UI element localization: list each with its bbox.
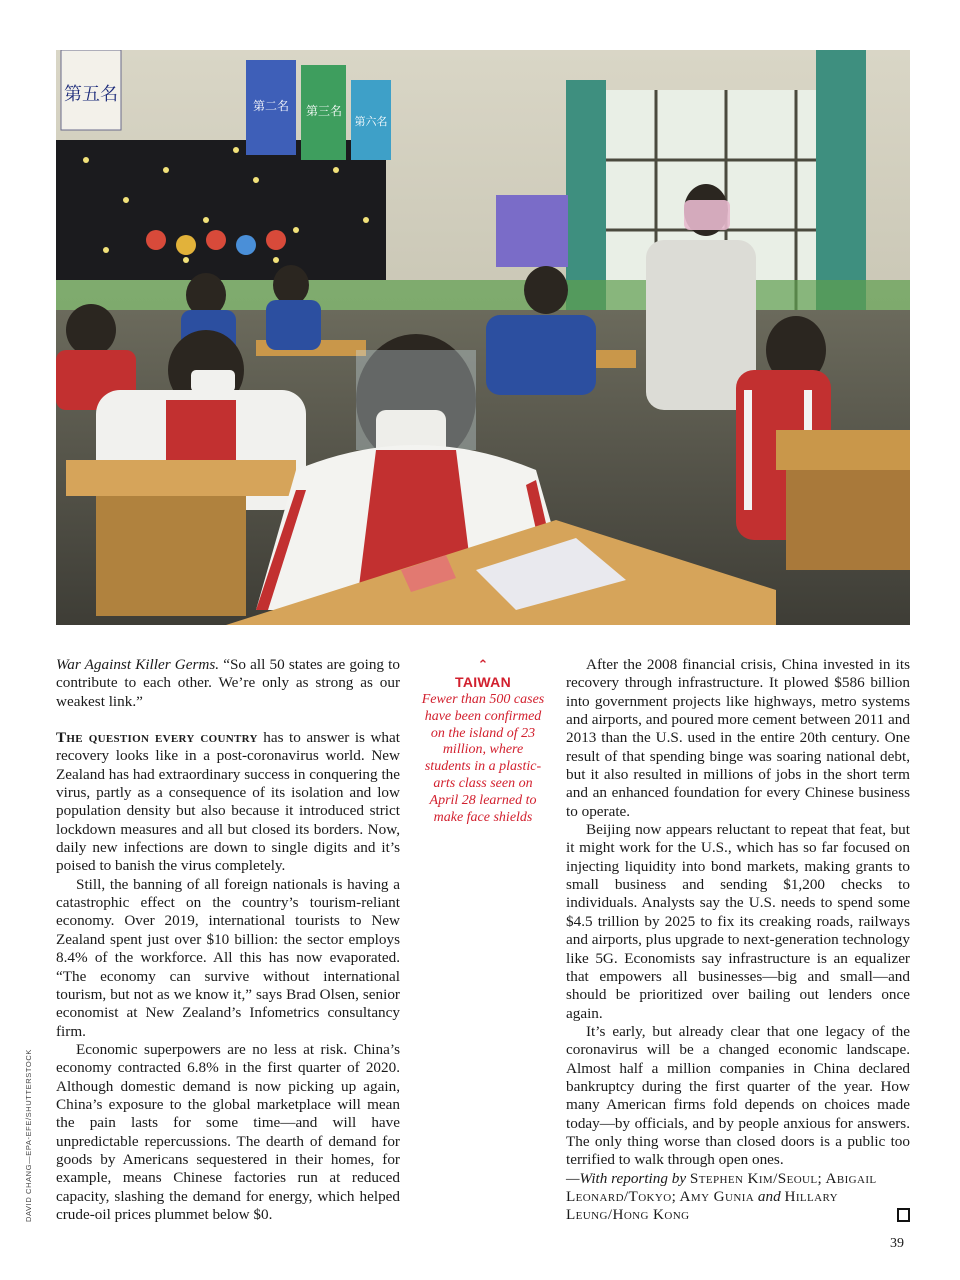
banner-text-2: 第二名	[252, 99, 290, 113]
section-lead-in: The question every country	[56, 729, 258, 747]
left-paragraph-2-text: has to answer is what recovery looks like in a post-coronavirus world. New Zealand has had extraordinary success in conquering the virus, partly as a consequence of its isolation and low population density but also because it introduced strict lockdown measures and all but closed its borders. Now, daily new infections are down to single digits and it’s poised to banish the virus completely.	[56, 729, 400, 875]
banner-text-1: 第五名	[64, 84, 118, 105]
left-paragraph-4: Economic superpowers are no less at risk. China’s economy contracted 6.8% in the first quarter of 2020. Although domestic demand is now picking up again, China’s exposure to the global marketplace will mean the pain lasts for some time—and will have unpredictable repercussions. The dearth of demand for goods by Americans sequestered in their homes, for example, means Chinese factories run at reduced capacity, slashing the demand for energy, which helped crude-oil prices plummet below $0.	[56, 1040, 400, 1223]
right-column	[566, 656, 910, 1225]
left-paragraph-1-text: “So all 50 states are going to contribute to each other. We’re only as strong as our weakest link.”	[56, 656, 400, 710]
classroom-illustration	[56, 50, 910, 625]
left-paragraph-1	[56, 656, 400, 711]
left-paragraph-2	[56, 729, 400, 876]
banner-text-3: 第三名	[305, 104, 343, 118]
banner-text-4: 第六名	[354, 115, 388, 128]
photo-caption	[420, 660, 546, 826]
right-paragraph-2: Beijing now appears reluctant to repeat that feat, but it might work for the U.S., which has so far focused on injecting liquidity into bond markets, making grants to small business and sending $1,200 checks to individuals. Analysts say the U.S. needs to spend some $4.5 trillion by 2025 to fix its creaking roads, railways and airports, plus upgrade to next-generation technology like 5G. Economists say infrastructure is an equalizer that empowers all businesses—big and small—and should be prioritized over bailing out lenders once again.	[566, 821, 910, 1022]
reporting-credits	[566, 1170, 910, 1225]
book-title: War Against Killer Germs.	[56, 656, 220, 673]
reporter-names-2: Hillary Leung/Hong Kong	[566, 1187, 838, 1224]
end-of-story-icon	[897, 1208, 910, 1222]
reporting-and: and	[754, 1187, 785, 1205]
left-paragraph-3: Still, the banning of all foreign nationals is having a catastrophic effect on the country’s tourism-reliant economy. Over 2019, international tourists to New Zealand spent just over $10 billion: the sector employs 8.4% of the workforce. All this has now evaporated. “The economy can survive without international tourism, but not as we know it,” says Brad Olsen, senior economist at New Zealand’s Infometrics consultancy firm.	[56, 875, 400, 1040]
classroom-photo	[56, 50, 910, 625]
page-number: 39	[890, 1236, 904, 1251]
reporting-prefix: —With reporting by	[566, 1169, 690, 1187]
caption-title: TAIWAN	[455, 674, 511, 690]
reporter-names-1: Stephen Kim/Seoul; Abigail Leonard/Tokyo; Amy Gunia	[566, 1169, 877, 1205]
right-paragraph-1: After the 2008 financial crisis, China invested in its recovery through infrastructure. It plowed $586 billion into government projects like highways, metro systems and airports, and poured more cement between 2011 and 2013 than the U.S. used in the entire 20th century. One result of that spending binge was soaring national debt, but it also resulted in millions of jobs in the short term and an enhanced foundation for every Chinese business to operate.	[566, 656, 910, 820]
right-paragraph-3: It’s early, but already clear that one legacy of the coronavirus will be a changed economic landscape. Almost half a million companies in China declared bankruptcy during the first quarter of the year. How many American firms fold depends on choices made today—by officials, and by people anxious for answers. The only thing worse than closed doors is a public too terrified to walk through open ones.	[566, 1022, 910, 1169]
caret-up-icon: ⌃	[477, 658, 489, 673]
left-column	[56, 656, 400, 1224]
photo-credit: DAVID CHANG—EPA-EFE/SHUTTERSTOCK	[24, 1049, 33, 1222]
caption-text: Fewer than 500 cases have been confirmed on the island of 23 million, where students in a plastic-arts class seen on April 28 learned to make face shields	[421, 692, 545, 825]
